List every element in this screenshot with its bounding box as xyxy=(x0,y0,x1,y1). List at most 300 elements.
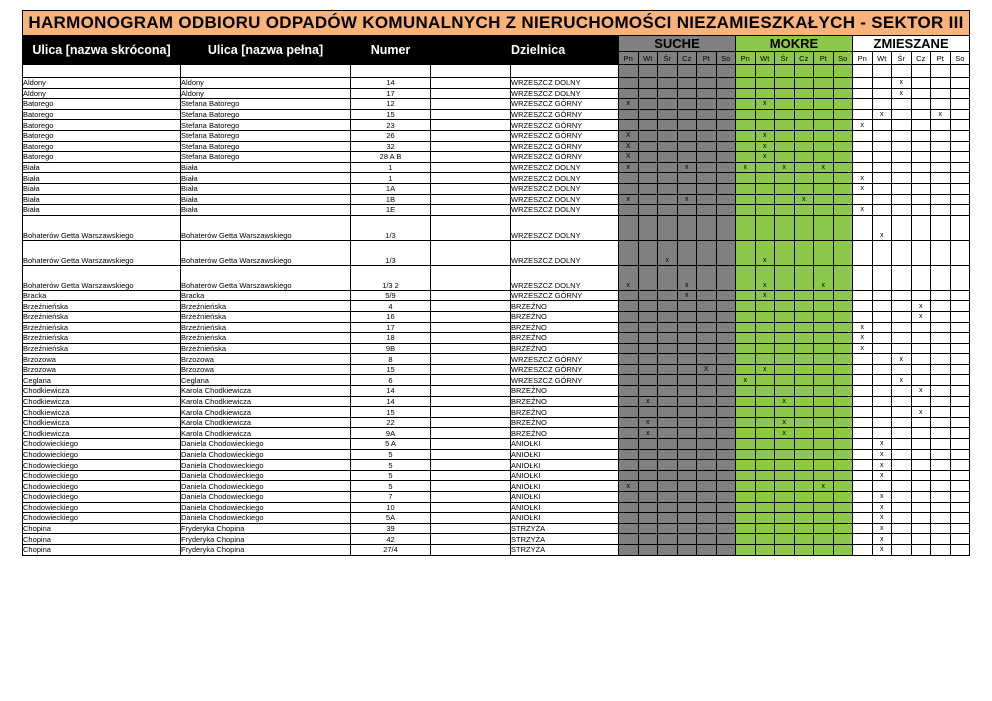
cell-mix-day xyxy=(931,152,951,163)
cell-full-street: Bracka xyxy=(181,290,351,301)
cell-mix-day xyxy=(892,386,912,397)
cell-mix-day xyxy=(950,523,970,534)
cell-mix-day xyxy=(872,354,892,365)
day-header-dry: Pt xyxy=(697,52,717,65)
cell-mix-day xyxy=(931,428,951,439)
cell-number: 1B xyxy=(351,194,431,205)
cell-wet-day xyxy=(814,523,834,534)
cell-wet-day: x xyxy=(755,265,775,290)
cell-mix-day xyxy=(950,375,970,386)
cell-mix-day xyxy=(892,120,912,131)
cell-mix-day xyxy=(950,396,970,407)
cell-blank xyxy=(431,407,511,418)
cell-dry-day: X xyxy=(619,152,639,163)
cell-dry-day: x xyxy=(619,194,639,205)
cell-short-street: Aldony xyxy=(23,78,181,89)
cell-dry-day xyxy=(638,215,658,240)
cell-wet-day xyxy=(736,449,756,460)
cell-wet-day xyxy=(755,460,775,471)
cell-dry-day xyxy=(697,88,717,99)
cell-wet-day xyxy=(775,481,795,492)
cell-mix-day xyxy=(950,460,970,471)
cell-mix-day xyxy=(872,152,892,163)
cell-mix-day xyxy=(853,386,873,397)
cell-dry-day xyxy=(658,534,678,545)
cell-full-street: Aldony xyxy=(181,88,351,99)
spacer-cell xyxy=(814,65,834,78)
cell-number: 1E xyxy=(351,205,431,216)
cell-mix-day xyxy=(931,120,951,131)
cell-dry-day xyxy=(697,109,717,120)
cell-dry-day xyxy=(716,492,736,503)
cell-blank xyxy=(431,183,511,194)
table-row xyxy=(23,88,970,99)
cell-mix-day xyxy=(872,343,892,354)
cell-mix-day: x xyxy=(872,215,892,240)
cell-dry-day xyxy=(638,88,658,99)
cell-full-street: Fryderyka Chopina xyxy=(181,534,351,545)
cell-wet-day xyxy=(736,301,756,312)
cell-full-street: Stefana Batorego xyxy=(181,130,351,141)
cell-wet-day xyxy=(736,333,756,344)
cell-mix-day xyxy=(853,544,873,555)
cell-dry-day xyxy=(658,364,678,375)
cell-blank xyxy=(431,141,511,152)
cell-mix-day xyxy=(911,109,931,120)
cell-mix-day xyxy=(853,449,873,460)
cell-blank xyxy=(431,492,511,503)
cell-wet-day xyxy=(794,322,814,333)
cell-wet-day xyxy=(794,439,814,450)
cell-wet-day xyxy=(775,364,795,375)
cell-dry-day xyxy=(677,78,697,89)
cell-dry-day xyxy=(677,428,697,439)
cell-dry-day xyxy=(658,173,678,184)
cell-wet-day xyxy=(736,322,756,333)
cell-dry-day xyxy=(716,194,736,205)
cell-wet-day xyxy=(775,375,795,386)
table-row xyxy=(23,396,970,407)
cell-short-street: Chopina xyxy=(23,534,181,545)
cell-mix-day: x xyxy=(911,407,931,418)
cell-dry-day xyxy=(619,375,639,386)
spacer-cell xyxy=(697,65,717,78)
cell-wet-day xyxy=(775,343,795,354)
cell-wet-day xyxy=(755,544,775,555)
spacer-cell xyxy=(950,65,970,78)
cell-mix-day xyxy=(853,78,873,89)
cell-wet-day xyxy=(794,120,814,131)
table-row xyxy=(23,492,970,503)
cell-number: 1/3 2 xyxy=(351,265,431,290)
cell-wet-day xyxy=(755,523,775,534)
table-row xyxy=(23,205,970,216)
cell-dry-day xyxy=(697,152,717,163)
cell-district: WRZESZCZ DOLNY xyxy=(511,215,619,240)
cell-dry-day xyxy=(697,130,717,141)
cell-mix-day xyxy=(931,513,951,524)
cell-mix-day xyxy=(853,470,873,481)
cell-wet-day xyxy=(833,502,853,513)
cell-full-street: Biała xyxy=(181,194,351,205)
cell-mix-day xyxy=(931,194,951,205)
cell-dry-day xyxy=(638,301,658,312)
cell-wet-day xyxy=(755,322,775,333)
cell-short-street: Biała xyxy=(23,183,181,194)
group-header-mixed: ZMIESZANE xyxy=(853,36,970,52)
cell-dry-day xyxy=(677,481,697,492)
cell-wet-day xyxy=(833,449,853,460)
cell-dry-day xyxy=(716,386,736,397)
cell-dry-day xyxy=(677,120,697,131)
cell-dry-day xyxy=(638,513,658,524)
cell-dry-day xyxy=(619,183,639,194)
cell-wet-day xyxy=(736,492,756,503)
cell-dry-day xyxy=(638,194,658,205)
cell-mix-day xyxy=(911,449,931,460)
cell-dry-day xyxy=(716,290,736,301)
cell-district: ANIOŁKI xyxy=(511,460,619,471)
cell-blank xyxy=(431,502,511,513)
cell-short-street: Brzeźnieńska xyxy=(23,311,181,322)
cell-wet-day xyxy=(736,173,756,184)
cell-dry-day xyxy=(638,407,658,418)
column-header-short-street: Ulica [nazwa skrócona] xyxy=(23,36,181,65)
spacer-cell xyxy=(638,65,658,78)
cell-dry-day xyxy=(658,311,678,322)
cell-mix-day xyxy=(892,439,912,450)
cell-dry-day xyxy=(697,205,717,216)
cell-wet-day xyxy=(833,130,853,141)
cell-number: 17 xyxy=(351,322,431,333)
cell-wet-day xyxy=(775,311,795,322)
cell-wet-day xyxy=(794,215,814,240)
cell-short-street: Batorego xyxy=(23,141,181,152)
table-row xyxy=(23,343,970,354)
cell-wet-day: x xyxy=(775,428,795,439)
cell-full-street: Bohaterów Getta Warszawskiego xyxy=(181,265,351,290)
cell-dry-day xyxy=(697,523,717,534)
cell-mix-day xyxy=(911,141,931,152)
cell-dry-day xyxy=(658,492,678,503)
cell-mix-day xyxy=(931,364,951,375)
cell-dry-day xyxy=(716,364,736,375)
cell-mix-day xyxy=(950,470,970,481)
cell-full-street: Daniela Chodowieckiego xyxy=(181,460,351,471)
spacer-cell xyxy=(736,65,756,78)
cell-full-street: Fryderyka Chopina xyxy=(181,544,351,555)
cell-full-street: Brzeźnieńska xyxy=(181,333,351,344)
cell-wet-day xyxy=(736,141,756,152)
cell-wet-day xyxy=(833,460,853,471)
cell-dry-day xyxy=(716,407,736,418)
cell-full-street: Bohaterów Getta Warszawskiego xyxy=(181,240,351,265)
cell-mix-day xyxy=(950,194,970,205)
cell-dry-day xyxy=(638,333,658,344)
cell-dry-day xyxy=(638,173,658,184)
cell-mix-day xyxy=(911,265,931,290)
cell-dry-day xyxy=(716,343,736,354)
cell-dry-day xyxy=(619,301,639,312)
cell-wet-day xyxy=(833,396,853,407)
cell-dry-day xyxy=(658,470,678,481)
cell-wet-day xyxy=(814,109,834,120)
cell-mix-day xyxy=(872,396,892,407)
cell-number: 27/4 xyxy=(351,544,431,555)
day-header-dry: Cz xyxy=(677,52,697,65)
cell-dry-day xyxy=(697,481,717,492)
cell-short-street: Aldony xyxy=(23,88,181,99)
cell-dry-day xyxy=(619,523,639,534)
day-header-mixed: Śr xyxy=(892,52,912,65)
cell-dry-day xyxy=(638,481,658,492)
cell-dry-day xyxy=(658,183,678,194)
cell-number: 9B xyxy=(351,343,431,354)
cell-mix-day xyxy=(872,173,892,184)
cell-short-street: Biała xyxy=(23,173,181,184)
cell-full-street: Daniela Chodowieckiego xyxy=(181,439,351,450)
cell-wet-day xyxy=(775,173,795,184)
cell-mix-day xyxy=(931,99,951,110)
cell-dry-day xyxy=(619,240,639,265)
cell-mix-day xyxy=(950,428,970,439)
cell-mix-day: x xyxy=(872,439,892,450)
cell-blank xyxy=(431,322,511,333)
cell-short-street: Chodkiewicza xyxy=(23,407,181,418)
cell-mix-day xyxy=(911,544,931,555)
table-row xyxy=(23,173,970,184)
cell-wet-day xyxy=(833,417,853,428)
cell-wet-day xyxy=(794,130,814,141)
cell-dry-day xyxy=(619,428,639,439)
cell-blank xyxy=(431,513,511,524)
cell-dry-day xyxy=(697,386,717,397)
cell-wet-day xyxy=(794,354,814,365)
table-row xyxy=(23,386,970,397)
cell-dry-day xyxy=(619,88,639,99)
cell-wet-day xyxy=(794,290,814,301)
cell-dry-day xyxy=(638,162,658,173)
cell-wet-day xyxy=(775,513,795,524)
cell-dry-day xyxy=(638,290,658,301)
cell-mix-day xyxy=(853,481,873,492)
spacer-cell xyxy=(931,65,951,78)
cell-dry-day xyxy=(638,375,658,386)
cell-mix-day xyxy=(892,162,912,173)
cell-dry-day xyxy=(638,109,658,120)
cell-mix-day: x xyxy=(872,460,892,471)
cell-mix-day xyxy=(950,301,970,312)
cell-mix-day xyxy=(892,492,912,503)
cell-dry-day: x xyxy=(638,396,658,407)
cell-wet-day xyxy=(755,386,775,397)
cell-dry-day xyxy=(716,240,736,265)
cell-blank xyxy=(431,396,511,407)
schedule-table xyxy=(22,10,970,556)
cell-full-street: Karola Chodkiewicza xyxy=(181,386,351,397)
day-header-mixed: Cz xyxy=(911,52,931,65)
cell-wet-day xyxy=(755,205,775,216)
cell-mix-day xyxy=(892,240,912,265)
cell-short-street: Biała xyxy=(23,162,181,173)
table-row xyxy=(23,428,970,439)
cell-dry-day xyxy=(716,152,736,163)
cell-mix-day: x xyxy=(872,109,892,120)
cell-blank xyxy=(431,99,511,110)
table-row xyxy=(23,120,970,131)
cell-wet-day xyxy=(775,78,795,89)
cell-dry-day xyxy=(619,439,639,450)
cell-mix-day xyxy=(911,173,931,184)
cell-mix-day xyxy=(931,88,951,99)
cell-wet-day xyxy=(775,534,795,545)
cell-short-street: Batorego xyxy=(23,152,181,163)
table-row xyxy=(23,183,970,194)
cell-wet-day xyxy=(736,470,756,481)
cell-short-street: Bohaterów Getta Warszawskiego xyxy=(23,215,181,240)
cell-dry-day xyxy=(697,470,717,481)
cell-blank xyxy=(431,333,511,344)
cell-number: 4 xyxy=(351,301,431,312)
cell-wet-day xyxy=(833,513,853,524)
cell-dry-day xyxy=(697,396,717,407)
cell-wet-day xyxy=(794,460,814,471)
cell-wet-day: x xyxy=(736,162,756,173)
cell-district: STRZYŻA xyxy=(511,544,619,555)
cell-mix-day xyxy=(911,513,931,524)
cell-dry-day xyxy=(677,396,697,407)
cell-wet-day xyxy=(833,311,853,322)
spacer-cell xyxy=(658,65,678,78)
cell-mix-day: x xyxy=(872,513,892,524)
cell-district: WRZESZCZ GÓRNY xyxy=(511,109,619,120)
cell-mix-day xyxy=(950,492,970,503)
cell-mix-day xyxy=(892,290,912,301)
cell-mix-day xyxy=(872,333,892,344)
cell-full-street: Aldony xyxy=(181,78,351,89)
cell-mix-day xyxy=(892,173,912,184)
cell-blank xyxy=(431,265,511,290)
cell-mix-day: x xyxy=(872,492,892,503)
cell-mix-day xyxy=(853,407,873,418)
cell-mix-day: x xyxy=(853,183,873,194)
cell-wet-day xyxy=(794,78,814,89)
cell-dry-day xyxy=(619,78,639,89)
cell-blank xyxy=(431,78,511,89)
cell-dry-day: x xyxy=(619,162,639,173)
cell-number: 12 xyxy=(351,99,431,110)
cell-mix-day xyxy=(872,205,892,216)
table-row xyxy=(23,523,970,534)
day-header-dry: Pn xyxy=(619,52,639,65)
cell-wet-day xyxy=(775,386,795,397)
cell-blank xyxy=(431,481,511,492)
cell-mix-day xyxy=(911,205,931,216)
spacer-cell xyxy=(833,65,853,78)
cell-blank xyxy=(431,290,511,301)
cell-dry-day xyxy=(677,470,697,481)
cell-number: 1 xyxy=(351,162,431,173)
cell-mix-day xyxy=(931,301,951,312)
cell-mix-day: x xyxy=(872,544,892,555)
cell-district: STRZYŻA xyxy=(511,534,619,545)
cell-number: 1 xyxy=(351,173,431,184)
table-row xyxy=(23,162,970,173)
cell-mix-day xyxy=(872,183,892,194)
cell-mix-day: x xyxy=(892,375,912,386)
cell-mix-day xyxy=(872,162,892,173)
cell-wet-day xyxy=(755,109,775,120)
cell-wet-day xyxy=(755,194,775,205)
cell-mix-day xyxy=(911,354,931,365)
cell-mix-day xyxy=(853,109,873,120)
table-row xyxy=(23,109,970,120)
cell-short-street: Chopina xyxy=(23,523,181,534)
cell-dry-day xyxy=(716,513,736,524)
cell-number: 23 xyxy=(351,120,431,131)
cell-number: 39 xyxy=(351,523,431,534)
cell-wet-day xyxy=(775,215,795,240)
cell-wet-day: x xyxy=(794,194,814,205)
cell-wet-day xyxy=(755,183,775,194)
cell-wet-day xyxy=(794,152,814,163)
cell-wet-day: x xyxy=(775,162,795,173)
cell-district: WRZESZCZ GÓRNY xyxy=(511,375,619,386)
cell-wet-day xyxy=(833,523,853,534)
cell-district: ANIOŁKI xyxy=(511,481,619,492)
cell-dry-day xyxy=(716,534,736,545)
cell-full-street: Stefana Batorego xyxy=(181,152,351,163)
cell-dry-day xyxy=(658,99,678,110)
spacer-cell xyxy=(911,65,931,78)
cell-dry-day xyxy=(677,492,697,503)
cell-dry-day xyxy=(716,162,736,173)
cell-number: 15 xyxy=(351,407,431,418)
cell-blank xyxy=(431,470,511,481)
cell-blank xyxy=(431,88,511,99)
cell-wet-day xyxy=(775,141,795,152)
cell-wet-day xyxy=(775,544,795,555)
cell-dry-day xyxy=(677,343,697,354)
cell-dry-day xyxy=(619,492,639,503)
table-row xyxy=(23,311,970,322)
cell-wet-day xyxy=(814,502,834,513)
cell-dry-day xyxy=(658,194,678,205)
cell-wet-day xyxy=(814,290,834,301)
cell-dry-day xyxy=(697,290,717,301)
cell-mix-day xyxy=(931,130,951,141)
group-header-dry: SUCHE xyxy=(619,36,736,52)
cell-mix-day xyxy=(950,407,970,418)
cell-mix-day xyxy=(950,265,970,290)
cell-mix-day: x xyxy=(872,523,892,534)
cell-wet-day xyxy=(755,343,775,354)
cell-number: 14 xyxy=(351,396,431,407)
cell-mix-day xyxy=(911,375,931,386)
day-header-mixed: Pt xyxy=(931,52,951,65)
cell-dry-day xyxy=(658,481,678,492)
cell-mix-day xyxy=(853,301,873,312)
cell-mix-day xyxy=(950,386,970,397)
table-row xyxy=(23,544,970,555)
cell-district: STRZYŻA xyxy=(511,523,619,534)
cell-dry-day xyxy=(716,205,736,216)
cell-wet-day xyxy=(833,183,853,194)
cell-wet-day xyxy=(833,99,853,110)
cell-dry-day xyxy=(658,215,678,240)
cell-mix-day xyxy=(853,130,873,141)
cell-blank xyxy=(431,194,511,205)
